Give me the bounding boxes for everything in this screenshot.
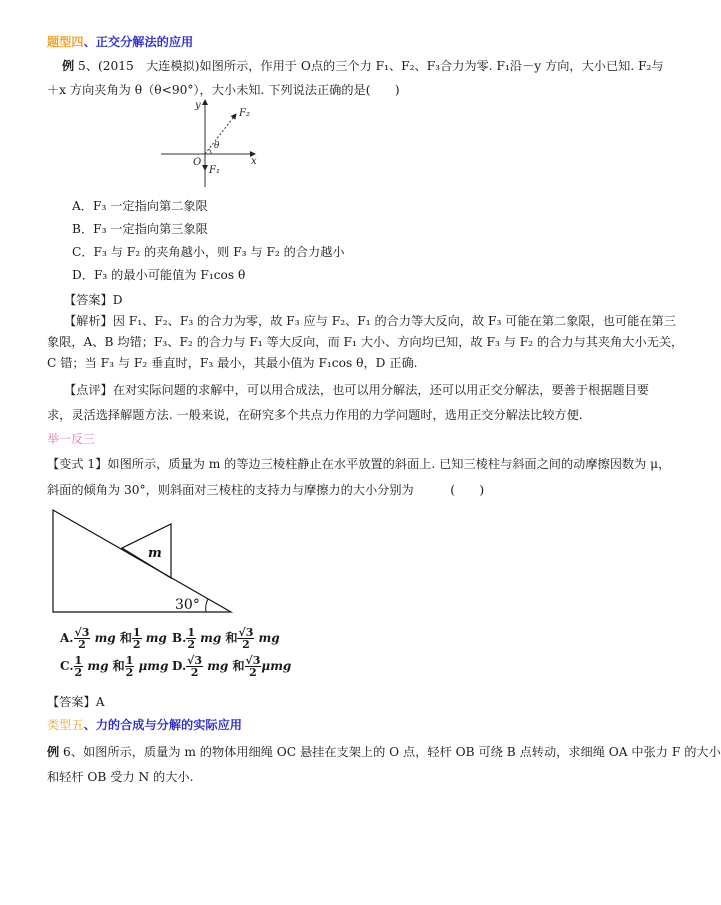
section-heading-5 bbox=[47, 717, 242, 733]
option-d: D．F₃ 的最小可能值为 F₁cos θ bbox=[72, 268, 246, 282]
example-6-line-1 bbox=[47, 744, 721, 760]
variant-option-b: B. $\frac{1}{2}$ mg 和 $\frac{√3}{2}$ mg bbox=[172, 626, 280, 651]
option-a: A．F₃ 一定指向第二象限 bbox=[72, 199, 208, 213]
practice-heading: 举一反三 bbox=[47, 432, 96, 446]
variant-option-d: D. $\frac{√3}{2}$ mg 和 $\frac{√3}{2}$ μmg bbox=[172, 654, 292, 679]
section-title: 、力的合成与分解的实际应用 bbox=[83, 718, 242, 732]
option-b: B．F₃ 一定指向第三象限 bbox=[72, 222, 208, 236]
f2-vector bbox=[205, 114, 236, 154]
angle-label: 30° bbox=[175, 597, 200, 613]
answer-5: 【答案】D bbox=[64, 293, 123, 307]
example-label: 例 bbox=[62, 59, 75, 73]
example-text: 5、(2015 大连模拟)如图所示，作用于 O点的三个力 F₁、F₂、F₃合力为零. F₁沿－y 方向，大小已知. F₂与 bbox=[74, 59, 664, 73]
option-c: C．F₃ 与 F₂ 的夹角越小，则 F₃ 与 F₂ 的合力越小 bbox=[72, 245, 345, 259]
angle-arc bbox=[206, 599, 208, 612]
section-title: 、正交分解法的应用 bbox=[83, 35, 194, 49]
analysis-line-3: C 错；当 F₃ 与 F₂ 垂直时，F₃ 最小，其最小值为 F₁cos θ，D 正确. bbox=[47, 356, 418, 370]
example-5-line-2: ＋x 方向夹角为 θ（θ<90°），大小未知. 下列说法正确的是( ) bbox=[47, 83, 400, 97]
variant-option-c: C. $\frac{1}{2}$ mg 和 $\frac{1}{2}$ μmg bbox=[60, 654, 169, 679]
analysis-line-2: 象限，A、B 均错；F₃、F₂ 的合力与 F₁ 等大反向，而 F₁ 大小、方向均已知，故 F₃ 与 F₂ 的合力与其夹角大小无关， bbox=[47, 335, 684, 349]
example-text: 6、如图所示，质量为 m 的物体用细绳 OC 悬挂在支架上的 O 点，轻杆 OB 可绕 B 点转动，求细绳 OA 中张力 F 的大小 bbox=[59, 745, 721, 759]
theta-label: θ bbox=[214, 141, 220, 151]
f2-label: F₂ bbox=[239, 108, 250, 119]
analysis-line-1: 【解析】因 F₁、F₂、F₃ 的合力为零，故 F₃ 应与 F₂、F₁ 的合力等大反向，故 F₃ 可能在第二象限，也可能在第三 bbox=[64, 314, 676, 328]
example-label: 例 bbox=[47, 745, 60, 759]
mass-label: m bbox=[148, 546, 162, 561]
incline-diagram bbox=[40, 505, 240, 615]
variant-option-a: A. $\frac{√3}{2}$ mg 和 $\frac{1}{2}$ mg bbox=[60, 626, 167, 651]
incline bbox=[53, 510, 231, 612]
force-diagram bbox=[155, 92, 265, 192]
origin-label: O bbox=[193, 157, 202, 168]
f1-label: F₁ bbox=[209, 165, 220, 176]
example-6-line-2: 和轻杆 OB 受力 N 的大小. bbox=[47, 770, 194, 784]
variant-1-line-2: 斜面的倾角为 30°，则斜面对三棱柱的支持力与摩擦力的大小分别为 ( ) bbox=[47, 483, 485, 497]
example-5-line-1 bbox=[62, 58, 664, 74]
section-prefix: 类型五 bbox=[47, 718, 84, 732]
theta-arc bbox=[209, 149, 211, 154]
comment-line-2: 求，灵活选择解题方法. 一般来说，在研究多个共点力作用的力学问题时，选用正交分解法比较方便. bbox=[47, 408, 583, 422]
section-heading-4 bbox=[47, 34, 193, 50]
section-prefix: 题型四 bbox=[47, 35, 84, 49]
answer-variant-1: 【答案】A bbox=[47, 695, 105, 709]
comment-line-1: 【点评】在对实际问题的求解中，可以用合成法，也可以用分解法，还可以用正交分解法，要善于根据题目要 bbox=[64, 383, 649, 397]
x-label: x bbox=[251, 156, 257, 167]
y-label: y bbox=[195, 100, 201, 111]
variant-1-line-1: 【变式 1】如图所示，质量为 m 的等边三棱柱静止在水平放置的斜面上. 已知三棱柱与斜面之间的动摩擦因数为 μ， bbox=[47, 457, 671, 471]
prism bbox=[122, 524, 171, 578]
